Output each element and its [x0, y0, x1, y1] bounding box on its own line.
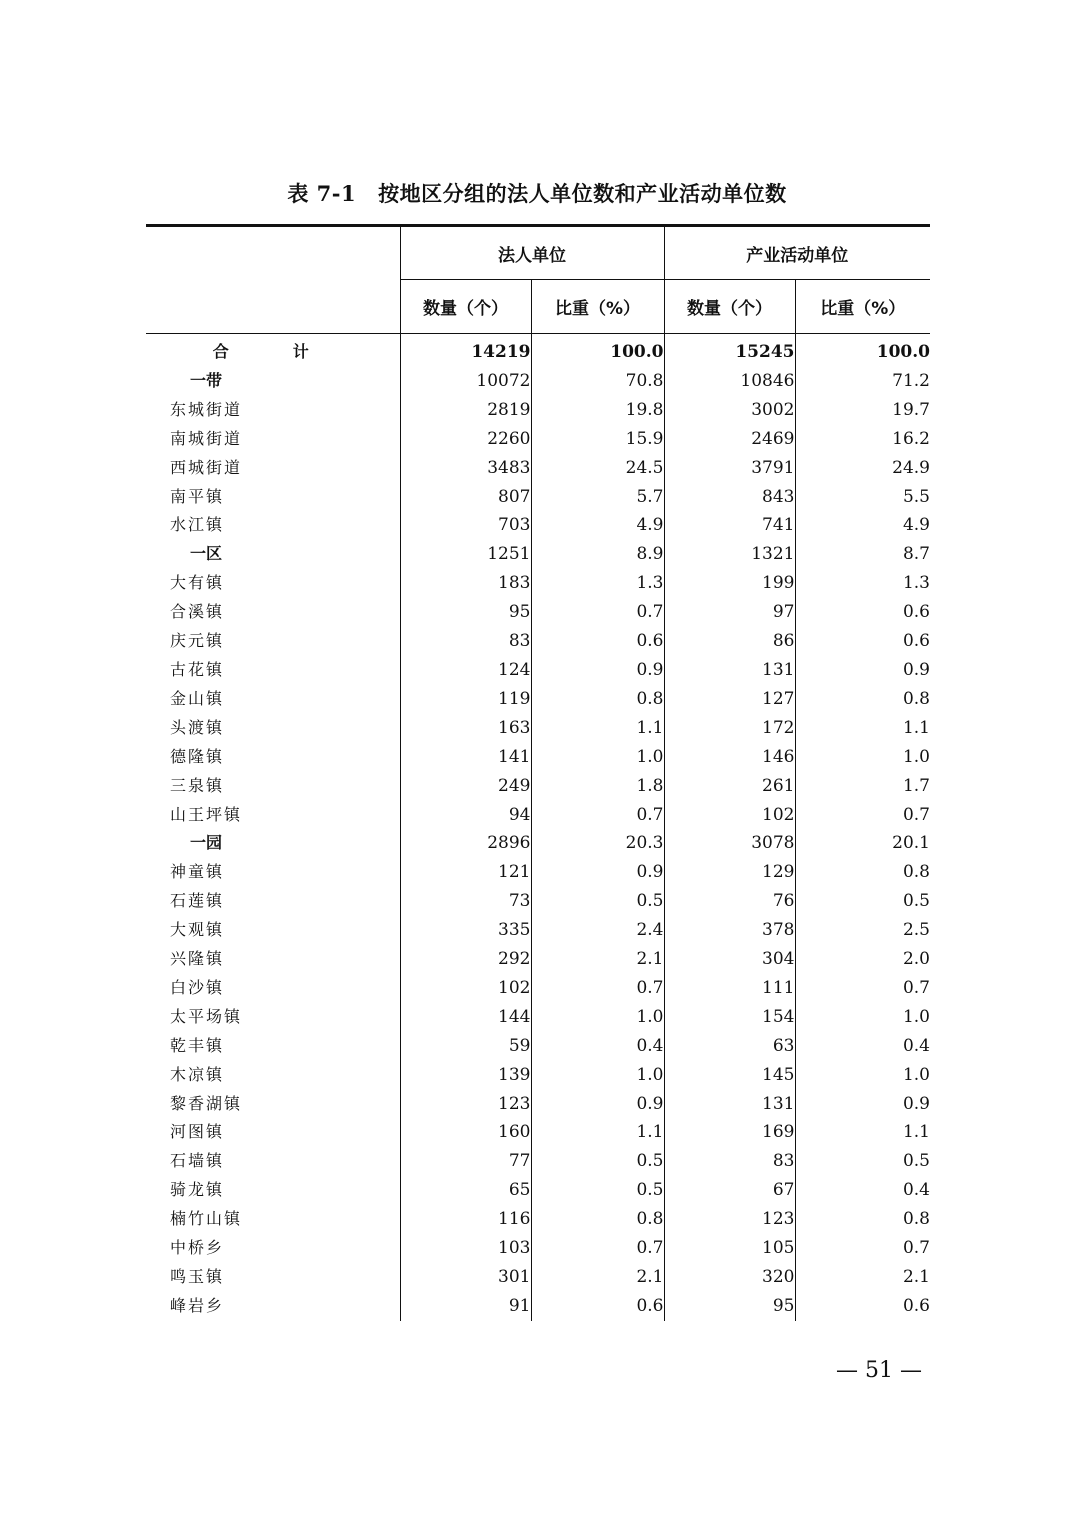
activity-ratio-cell: 100.0: [795, 334, 930, 367]
legal-qty-cell: 94: [400, 801, 531, 830]
table-row: [146, 945, 930, 974]
activity-qty-cell: 3078: [664, 829, 795, 858]
legal-ratio-cell: 5.7: [531, 483, 664, 512]
data-table: [146, 224, 930, 1321]
activity-ratio-cell: 0.7: [795, 801, 930, 830]
activity-ratio-cell: 1.0: [795, 743, 930, 772]
table-row: [146, 743, 930, 772]
row-region-name: 一园: [190, 833, 223, 853]
legal-ratio-cell: 2.1: [531, 1263, 664, 1292]
activity-ratio-cell: 0.5: [795, 1147, 930, 1176]
table-row: [146, 367, 930, 396]
activity-qty-cell: 123: [664, 1205, 795, 1234]
legal-ratio-cell: 0.7: [531, 598, 664, 627]
legal-qty-cell: 2260: [400, 425, 531, 454]
legal-ratio-cell: 0.6: [531, 627, 664, 656]
legal-qty-cell: 249: [400, 772, 531, 801]
legal-qty-cell: 103: [400, 1234, 531, 1263]
legal-qty-cell: 121: [400, 858, 531, 887]
legal-qty-cell: 292: [400, 945, 531, 974]
header-qty-1: 数量（个）: [400, 280, 531, 334]
activity-ratio-cell: 0.7: [795, 974, 930, 1003]
activity-qty-cell: 83: [664, 1147, 795, 1176]
activity-qty-cell: 95: [664, 1292, 795, 1321]
legal-ratio-cell: 1.8: [531, 772, 664, 801]
row-region-name: 河图镇: [170, 1122, 225, 1142]
activity-qty-cell: 172: [664, 714, 795, 743]
activity-ratio-cell: 0.8: [795, 1205, 930, 1234]
table-row: [146, 1090, 930, 1119]
header-qty-2: 数量（个）: [664, 280, 795, 334]
legal-qty-cell: 124: [400, 656, 531, 685]
legal-ratio-cell: 20.3: [531, 829, 664, 858]
table-title: [0, 178, 1074, 208]
activity-ratio-cell: 0.6: [795, 1292, 930, 1321]
row-region-name: 楠竹山镇: [170, 1209, 243, 1229]
legal-ratio-cell: 0.9: [531, 858, 664, 887]
table-number: 表 7-1: [287, 181, 357, 206]
legal-qty-cell: 335: [400, 916, 531, 945]
activity-qty-cell: 304: [664, 945, 795, 974]
legal-qty-cell: 3483: [400, 454, 531, 483]
table-row: [146, 540, 930, 569]
table-row: [146, 627, 930, 656]
header-ratio-1: 比重（%）: [531, 280, 664, 334]
row-region-name: 大观镇: [170, 920, 225, 940]
legal-ratio-cell: 0.7: [531, 1234, 664, 1263]
legal-qty-cell: 116: [400, 1205, 531, 1234]
row-region-name: 乾丰镇: [170, 1035, 225, 1055]
row-region-name: 合溪镇: [170, 602, 225, 622]
table-row: [146, 1234, 930, 1263]
table-row: [146, 772, 930, 801]
activity-ratio-cell: 1.0: [795, 1061, 930, 1090]
table-row: [146, 1147, 930, 1176]
legal-qty-cell: 95: [400, 598, 531, 627]
activity-ratio-cell: 19.7: [795, 396, 930, 425]
activity-ratio-cell: 2.0: [795, 945, 930, 974]
legal-qty-cell: 163: [400, 714, 531, 743]
legal-qty-cell: 141: [400, 743, 531, 772]
table-row: [146, 858, 930, 887]
table-row: [146, 1263, 930, 1292]
activity-qty-cell: 154: [664, 1003, 795, 1032]
activity-qty-cell: 86: [664, 627, 795, 656]
row-region-name: 兴隆镇: [170, 949, 225, 969]
activity-qty-cell: 199: [664, 569, 795, 598]
activity-qty-cell: 2469: [664, 425, 795, 454]
legal-ratio-cell: 0.7: [531, 974, 664, 1003]
legal-ratio-cell: 0.7: [531, 801, 664, 830]
legal-qty-cell: 160: [400, 1118, 531, 1147]
legal-qty-cell: 2896: [400, 829, 531, 858]
table-row: [146, 1032, 930, 1061]
activity-ratio-cell: 4.9: [795, 511, 930, 540]
row-region-name: 骑龙镇: [170, 1180, 225, 1200]
activity-qty-cell: 10846: [664, 367, 795, 396]
table-row: [146, 801, 930, 830]
legal-qty-cell: 14219: [400, 334, 531, 367]
legal-ratio-cell: 0.5: [531, 1147, 664, 1176]
legal-qty-cell: 139: [400, 1061, 531, 1090]
legal-ratio-cell: 0.5: [531, 1176, 664, 1205]
legal-ratio-cell: 0.9: [531, 656, 664, 685]
activity-qty-cell: 320: [664, 1263, 795, 1292]
legal-ratio-cell: 70.8: [531, 367, 664, 396]
legal-ratio-cell: 1.0: [531, 743, 664, 772]
table-row: [146, 334, 930, 367]
table-row: [146, 887, 930, 916]
activity-ratio-cell: 1.1: [795, 1118, 930, 1147]
legal-ratio-cell: 1.1: [531, 714, 664, 743]
row-region-name: 神童镇: [170, 862, 225, 882]
table-row: [146, 483, 930, 512]
activity-qty-cell: 129: [664, 858, 795, 887]
row-region-name: 木凉镇: [170, 1064, 225, 1084]
row-region-name: 黎香湖镇: [170, 1093, 243, 1113]
header-legal-units: 法人单位: [400, 226, 664, 280]
row-region-name: 庆元镇: [170, 631, 225, 651]
legal-qty-cell: 10072: [400, 367, 531, 396]
activity-qty-cell: 76: [664, 887, 795, 916]
legal-ratio-cell: 0.9: [531, 1090, 664, 1119]
activity-qty-cell: 127: [664, 685, 795, 714]
row-region-name: 石莲镇: [170, 891, 225, 911]
row-region-name: 山王坪镇: [170, 804, 243, 824]
table-row: [146, 598, 930, 627]
legal-ratio-cell: 1.0: [531, 1061, 664, 1090]
activity-ratio-cell: 0.6: [795, 627, 930, 656]
activity-ratio-cell: 8.7: [795, 540, 930, 569]
legal-ratio-cell: 19.8: [531, 396, 664, 425]
legal-ratio-cell: 0.6: [531, 1292, 664, 1321]
table-row: [146, 714, 930, 743]
legal-ratio-cell: 0.4: [531, 1032, 664, 1061]
activity-ratio-cell: 5.5: [795, 483, 930, 512]
row-region-name: 一带: [190, 370, 223, 390]
table-row: [146, 569, 930, 598]
activity-ratio-cell: 1.1: [795, 714, 930, 743]
activity-ratio-cell: 0.9: [795, 1090, 930, 1119]
table-row: [146, 1205, 930, 1234]
row-region-name: 鸣玉镇: [170, 1267, 225, 1286]
legal-qty-cell: 91: [400, 1292, 531, 1321]
activity-ratio-cell: 1.0: [795, 1003, 930, 1032]
table-row: [146, 1003, 930, 1032]
table-row: [146, 1118, 930, 1147]
table-body: [146, 334, 930, 1321]
activity-ratio-cell: 0.6: [795, 598, 930, 627]
row-region-name: 金山镇: [170, 688, 225, 708]
legal-ratio-cell: 24.5: [531, 454, 664, 483]
row-region-name: 白沙镇: [170, 977, 225, 997]
stub-header: [146, 226, 400, 334]
table-row: [146, 511, 930, 540]
activity-qty-cell: 97: [664, 598, 795, 627]
page-number: — 51 —: [836, 1358, 922, 1383]
legal-ratio-cell: 8.9: [531, 540, 664, 569]
legal-ratio-cell: 1.0: [531, 1003, 664, 1032]
table-row: [146, 396, 930, 425]
activity-qty-cell: 131: [664, 1090, 795, 1119]
legal-qty-cell: 65: [400, 1176, 531, 1205]
activity-qty-cell: 102: [664, 801, 795, 830]
legal-qty-cell: 1251: [400, 540, 531, 569]
activity-ratio-cell: 2.5: [795, 916, 930, 945]
activity-ratio-cell: 1.7: [795, 772, 930, 801]
row-region-name: 合 计: [212, 342, 333, 361]
legal-qty-cell: 807: [400, 483, 531, 512]
activity-qty-cell: 131: [664, 656, 795, 685]
legal-qty-cell: 83: [400, 627, 531, 656]
legal-qty-cell: 77: [400, 1147, 531, 1176]
activity-ratio-cell: 1.3: [795, 569, 930, 598]
activity-ratio-cell: 16.2: [795, 425, 930, 454]
activity-qty-cell: 741: [664, 511, 795, 540]
row-region-name: 古花镇: [170, 659, 225, 679]
activity-qty-cell: 63: [664, 1032, 795, 1061]
table-row: [146, 656, 930, 685]
table-row: [146, 829, 930, 858]
activity-qty-cell: 15245: [664, 334, 795, 367]
activity-ratio-cell: 0.4: [795, 1176, 930, 1205]
activity-ratio-cell: 2.1: [795, 1263, 930, 1292]
row-region-name: 太平场镇: [170, 1006, 243, 1026]
table-row: [146, 1061, 930, 1090]
header-ratio-2: 比重（%）: [795, 280, 930, 334]
row-region-name: 三泉镇: [170, 775, 225, 795]
legal-ratio-cell: 2.4: [531, 916, 664, 945]
activity-ratio-cell: 71.2: [795, 367, 930, 396]
activity-qty-cell: 67: [664, 1176, 795, 1205]
activity-qty-cell: 105: [664, 1234, 795, 1263]
activity-ratio-cell: 0.9: [795, 656, 930, 685]
table-row: [146, 1176, 930, 1205]
activity-qty-cell: 3791: [664, 454, 795, 483]
row-region-name: 头渡镇: [170, 717, 225, 737]
legal-qty-cell: 123: [400, 1090, 531, 1119]
activity-ratio-cell: 24.9: [795, 454, 930, 483]
activity-qty-cell: 378: [664, 916, 795, 945]
activity-ratio-cell: 0.4: [795, 1032, 930, 1061]
activity-qty-cell: 146: [664, 743, 795, 772]
row-region-name: 西城街道: [170, 457, 243, 477]
legal-ratio-cell: 0.8: [531, 1205, 664, 1234]
row-region-name: 东城街道: [170, 399, 243, 419]
row-region-name: 中桥乡: [170, 1238, 225, 1258]
legal-qty-cell: 102: [400, 974, 531, 1003]
legal-ratio-cell: 1.1: [531, 1118, 664, 1147]
row-region-name: 水江镇: [170, 515, 225, 535]
activity-qty-cell: 261: [664, 772, 795, 801]
table-row: [146, 974, 930, 1003]
row-region-name: 南城街道: [170, 428, 243, 448]
row-region-name: 德隆镇: [170, 746, 225, 766]
legal-qty-cell: 144: [400, 1003, 531, 1032]
legal-qty-cell: 301: [400, 1263, 531, 1292]
legal-qty-cell: 183: [400, 569, 531, 598]
table-row: [146, 685, 930, 714]
activity-ratio-cell: 0.5: [795, 887, 930, 916]
activity-ratio-cell: 0.7: [795, 1234, 930, 1263]
activity-ratio-cell: 20.1: [795, 829, 930, 858]
row-region-name: 南平镇: [170, 486, 225, 506]
legal-qty-cell: 703: [400, 511, 531, 540]
legal-ratio-cell: 15.9: [531, 425, 664, 454]
table-row: [146, 916, 930, 945]
legal-ratio-cell: 0.5: [531, 887, 664, 916]
row-region-name: 一区: [190, 544, 223, 564]
row-region-name: 峰岩乡: [170, 1295, 225, 1315]
legal-qty-cell: 73: [400, 887, 531, 916]
legal-qty-cell: 59: [400, 1032, 531, 1061]
legal-ratio-cell: 0.8: [531, 685, 664, 714]
legal-qty-cell: 2819: [400, 396, 531, 425]
activity-ratio-cell: 0.8: [795, 685, 930, 714]
activity-ratio-cell: 0.8: [795, 858, 930, 887]
legal-ratio-cell: 4.9: [531, 511, 664, 540]
activity-qty-cell: 3002: [664, 396, 795, 425]
legal-ratio-cell: 100.0: [531, 334, 664, 367]
legal-ratio-cell: 1.3: [531, 569, 664, 598]
activity-qty-cell: 843: [664, 483, 795, 512]
activity-qty-cell: 111: [664, 974, 795, 1003]
table-title-text: 按地区分组的法人单位数和产业活动单位数: [378, 181, 787, 206]
table-row: [146, 454, 930, 483]
table-row: [146, 425, 930, 454]
legal-ratio-cell: 2.1: [531, 945, 664, 974]
activity-qty-cell: 1321: [664, 540, 795, 569]
row-region-name: 石墙镇: [170, 1151, 225, 1171]
legal-qty-cell: 119: [400, 685, 531, 714]
activity-qty-cell: 145: [664, 1061, 795, 1090]
table-row: [146, 1292, 930, 1321]
header-activity-units: 产业活动单位: [664, 226, 930, 280]
row-region-name: 大有镇: [170, 573, 225, 593]
activity-qty-cell: 169: [664, 1118, 795, 1147]
